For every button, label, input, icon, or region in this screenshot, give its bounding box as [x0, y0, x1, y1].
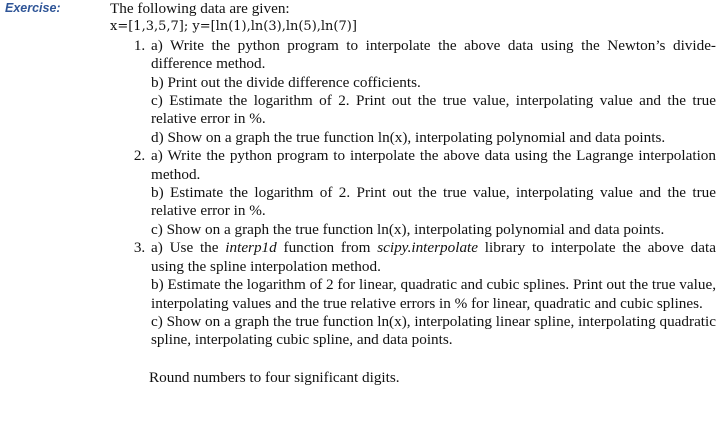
task-1-part-b: b) Print out the divide difference cofficients.	[151, 73, 421, 91]
interp1d-function: interp1d	[225, 239, 277, 257]
task-item-1	[149, 37, 716, 147]
task-3-part-b: b) Estimate the logarithm of 2 for linear, quadratic and cubic splines. Print out the true value, interpolating values and the true relative errors in % for linear, quadratic and cubic splines.	[151, 276, 716, 312]
task-list	[110, 37, 716, 350]
task-3-part-a	[151, 239, 716, 276]
task-1-part-a: 1. a) Write the python program to interpolate the above data using the Newton’s divide-difference method.	[151, 36, 716, 73]
task-1-part-d: d) Show on a graph the true function ln(x), interpolating polynomial and data points.	[151, 128, 666, 146]
data-definition: x=[1,3,5,7]; y=[ln(1),ln(3),ln(5),ln(7)]	[110, 19, 357, 35]
task-2-part-c: c) Show on a graph the true function ln(x), interpolating polynomial and data points.	[151, 220, 665, 238]
task-1-part-c: c) Estimate the logarithm of 2. Print out the true value, interpolating value and the true relative error in %.	[151, 92, 716, 128]
exercise-label: Exercise:	[5, 1, 61, 15]
rounding-note: Round numbers to four significant digits.	[149, 368, 400, 386]
scipy-library: scipy.interpolate	[377, 239, 479, 257]
task-2-part-a: 2. a) Write the python program to interpolate the above data using the Lagrange interpolation method.	[151, 147, 716, 183]
task-2-part-b: b) Estimate the logarithm of 2. Print out the true value, interpolating value and the true relative error in %.	[151, 184, 716, 220]
task-3-part-c: c) Show on a graph the true function ln(x), interpolating linear spline, interpolating quadratic spline, interpolating cubic spline, and data points.	[151, 312, 716, 349]
task-3-part-a-pre: a) Use the	[151, 239, 226, 257]
intro-text: The following data are given:	[110, 0, 290, 17]
task-3-part-a-mid: function from	[276, 239, 378, 257]
task-item-2	[149, 147, 716, 239]
exercise-content	[110, 0, 716, 387]
task-3-part-a-post: library to interpolate the above data using the spline interpolation method.	[151, 239, 716, 275]
task-item-3	[149, 239, 716, 349]
